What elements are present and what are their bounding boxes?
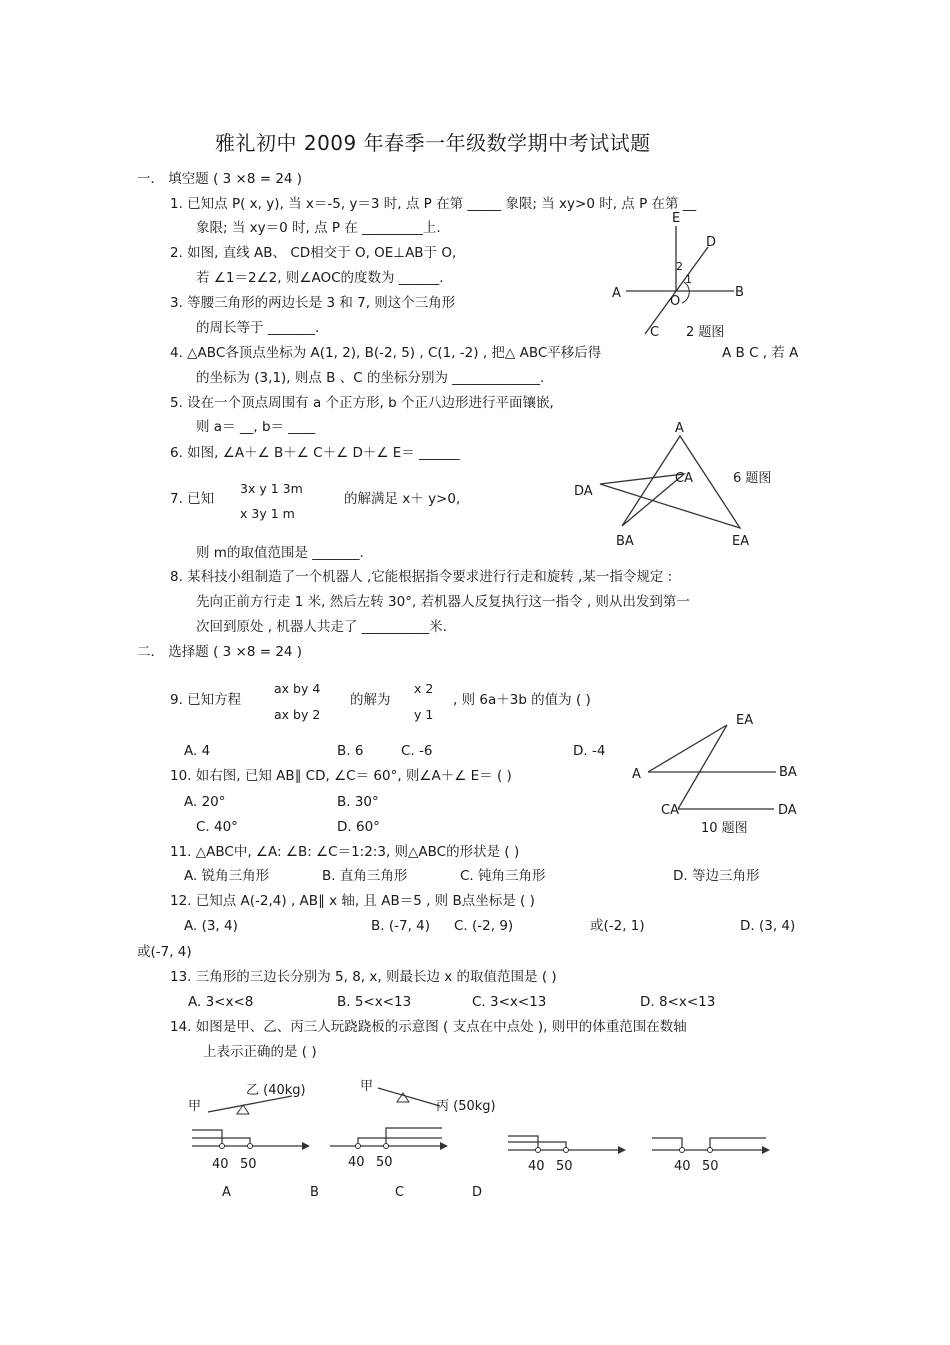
fig10-line-ae bbox=[648, 725, 727, 772]
q8-line3: 次回到原处 , 机器人共走了 __________米. bbox=[196, 619, 447, 635]
q14-line1: 14. 如图是甲、乙、丙三人玩跷跷板的示意图 ( 支点在中点处 ), 则甲的体重范围在数轴 bbox=[170, 1019, 687, 1035]
fig2-caption: 2 题图 bbox=[686, 325, 725, 340]
fig10-label-a: A bbox=[632, 767, 641, 782]
seesaw-1-yi: 乙 (40kg) bbox=[246, 1083, 306, 1098]
q3-line2: 的周长等于 _______. bbox=[196, 320, 320, 336]
fig6-label-ca: CA bbox=[675, 471, 693, 486]
q10-option-d: D. 60° bbox=[337, 819, 380, 835]
q1-line2: 象限; 当 xy＝0 时, 点 P 在 _________上. bbox=[196, 220, 441, 236]
option-b-label: B bbox=[310, 1185, 319, 1200]
q11-line1: 11. △ABC中, ∠A: ∠B: ∠C＝1:2:3, 则△ABC的形状是 ( ) bbox=[170, 844, 520, 860]
numline-d-40: 40 bbox=[674, 1159, 691, 1174]
q4-line1-tail: A B C , 若 A bbox=[722, 345, 799, 361]
fig2-label-2: 2 bbox=[676, 260, 683, 273]
seesaw-2-bing: 丙 (50kg) bbox=[436, 1099, 496, 1114]
q10-option-c: C. 40° bbox=[196, 819, 238, 835]
q9-solution-1: x 2 bbox=[414, 681, 434, 696]
seesaw-2-jia: 甲 bbox=[360, 1079, 374, 1094]
figure-q14 bbox=[180, 1068, 780, 1203]
fig2-label-d: D bbox=[706, 235, 717, 250]
fig6-label-ba: BA bbox=[616, 534, 634, 549]
q11-option-b: B. 直角三角形 bbox=[322, 868, 408, 884]
q9-option-c: C. -6 bbox=[401, 743, 433, 759]
q9-option-d: D. -4 bbox=[573, 743, 606, 759]
fig2-label-o: O bbox=[670, 294, 681, 309]
q9-option-b: B. 6 bbox=[337, 743, 364, 759]
q12-option-d: D. (3, 4) bbox=[740, 918, 796, 934]
fig2-label-c: C bbox=[650, 325, 660, 340]
figure-q2 bbox=[600, 212, 750, 342]
numline-b-arrow bbox=[440, 1142, 448, 1150]
q12-option-d-tail: 或(-7, 4) bbox=[137, 944, 192, 960]
q11-option-c: C. 钝角三角形 bbox=[460, 868, 546, 884]
q4-line2: 的坐标为 (3,1), 则点 B 、C 的坐标分别为 _____________. bbox=[196, 370, 545, 386]
q13-option-d: D. 8<x<13 bbox=[640, 994, 716, 1010]
q5-line1: 5. 设在一个顶点周围有 a 个正方形, b 个正八边形进行平面镶嵌, bbox=[170, 395, 554, 411]
fig10-label-ba: BA bbox=[779, 765, 797, 780]
q3-line1: 3. 等腰三角形的两边长是 3 和 7, 则这个三角形 bbox=[170, 295, 456, 311]
q9-suffix: , 则 6a＋3b 的值为 ( ) bbox=[453, 692, 591, 708]
q11-option-a: A. 锐角三角形 bbox=[184, 868, 270, 884]
q11-option-d: D. 等边三角形 bbox=[673, 868, 760, 884]
fig2-label-1: 1 bbox=[685, 273, 692, 286]
section-1-header: 一． 填空题 ( 3 ×8 = 24 ) bbox=[137, 171, 303, 187]
numline-b-50: 50 bbox=[376, 1155, 393, 1170]
numline-b-40: 40 bbox=[348, 1155, 365, 1170]
option-d-label: D bbox=[472, 1185, 483, 1200]
seesaw-1-board bbox=[208, 1096, 292, 1112]
q5-line2: 则 a＝ __, b＝ ____ bbox=[196, 419, 316, 435]
q8-line2: 先向正前方行走 1 米, 然后左转 30°, 若机器人反复执行这一指令 , 则从出发到第一 bbox=[196, 594, 690, 610]
numline-a-50: 50 bbox=[240, 1157, 257, 1172]
q7-line2: 则 m的取值范围是 _______. bbox=[196, 545, 364, 561]
fig6-caption: 6 题图 bbox=[733, 471, 772, 486]
numline-d-arrow bbox=[762, 1146, 770, 1154]
numline-a-arrow bbox=[302, 1142, 310, 1150]
q8-line1: 8. 某科技小组制造了一个机器人 ,它能根据指令要求进行行走和旋转 ,某一指令规定 : bbox=[170, 569, 673, 585]
q12-line1: 12. 已知点 A(-2,4) , AB∥ x 轴, 且 AB＝5 , 则 B点坐标是 ( ) bbox=[170, 893, 535, 909]
fig2-label-b: B bbox=[735, 285, 744, 300]
numline-d-50: 50 bbox=[702, 1159, 719, 1174]
fig2-label-a: A bbox=[612, 286, 621, 301]
fig6-star bbox=[600, 436, 740, 528]
fig6-label-a: A bbox=[675, 421, 684, 436]
q7-equation-2: x 3y 1 m bbox=[240, 506, 295, 521]
q4-line1: 4. △ABC各顶点坐标为 A(1, 2), B(-2, 5) , C(1, -2) , 把△ ABC平移后得 bbox=[170, 345, 602, 361]
q2-line1: 2. 如图, 直线 AB、 CD相交于 O, OE⊥AB于 O, bbox=[170, 245, 457, 261]
fig2-label-e: E bbox=[672, 212, 681, 226]
q9-equation-1: ax by 4 bbox=[274, 681, 321, 696]
q7-prefix: 7. 已知 bbox=[170, 491, 215, 507]
q12-option-a: A. (3, 4) bbox=[184, 918, 238, 934]
numline-c-arrow bbox=[618, 1146, 626, 1154]
page-title: 雅礼初中 2009 年春季一年级数学期中考试试题 bbox=[215, 131, 651, 155]
q12-option-c-alt: 或(-2, 1) bbox=[590, 918, 645, 934]
q12-option-c: C. (-2, 9) bbox=[454, 918, 514, 934]
figure-q6 bbox=[570, 418, 820, 553]
fig10-label-ea: EA bbox=[736, 713, 754, 728]
fig10-label-ca: CA bbox=[661, 803, 679, 818]
q10-line1: 10. 如右图, 已知 AB∥ CD, ∠C＝ 60°, 则∠A＋∠ E＝ ( ) bbox=[170, 768, 512, 784]
numline-a-40: 40 bbox=[212, 1157, 229, 1172]
q12-option-b: B. (-7, 4) bbox=[371, 918, 431, 934]
q14-line2: 上表示正确的是 ( ) bbox=[203, 1044, 317, 1060]
seesaw-1-jia: 甲 bbox=[188, 1099, 202, 1114]
q13-option-c: C. 3<x<13 bbox=[472, 994, 547, 1010]
fig6-label-ea: EA bbox=[732, 534, 750, 549]
q9-prefix: 9. 已知方程 bbox=[170, 692, 242, 708]
figure-q10 bbox=[628, 708, 808, 838]
q13-option-b: B. 5<x<13 bbox=[337, 994, 412, 1010]
q13-option-a: A. 3<x<8 bbox=[188, 994, 254, 1010]
q9-option-a: A. 4 bbox=[184, 743, 211, 759]
option-c-label: C bbox=[395, 1185, 405, 1200]
seesaw-2-board bbox=[378, 1088, 440, 1106]
q10-option-a: A. 20° bbox=[184, 794, 226, 810]
section-2-header: 二． 选择题 ( 3 ×8 = 24 ) bbox=[137, 644, 303, 660]
option-a-label: A bbox=[222, 1185, 231, 1200]
numline-c-40: 40 bbox=[528, 1159, 545, 1174]
q9-middle: 的解为 bbox=[350, 692, 391, 708]
q9-solution-2: y 1 bbox=[414, 707, 434, 722]
q9-equation-2: ax by 2 bbox=[274, 707, 321, 722]
fig6-label-da: DA bbox=[574, 484, 593, 499]
fig10-line-ec bbox=[678, 725, 727, 809]
q2-line2: 若 ∠1＝2∠2, 则∠AOC的度数为 ______. bbox=[196, 270, 444, 286]
q1-line1: 1. 已知点 P( x, y), 当 x＝-5, y＝3 时, 点 P 在第 _____ 象限; 当 xy>0 时, 点 P 在第 __ bbox=[170, 196, 697, 212]
q7-suffix: 的解满足 x＋ y>0, bbox=[344, 491, 461, 507]
numline-c-50: 50 bbox=[556, 1159, 573, 1174]
q13-line1: 13. 三角形的三边长分别为 5, 8, x, 则最长边 x 的取值范围是 ( ) bbox=[170, 969, 557, 985]
q7-equation-1: 3x y 1 3m bbox=[240, 481, 303, 496]
q6-line1: 6. 如图, ∠A＋∠ B＋∠ C＋∠ D＋∠ E＝ ______ bbox=[170, 445, 460, 461]
fig10-caption: 10 题图 bbox=[701, 821, 748, 836]
q10-option-b: B. 30° bbox=[337, 794, 379, 810]
fig10-label-da: DA bbox=[778, 803, 797, 818]
